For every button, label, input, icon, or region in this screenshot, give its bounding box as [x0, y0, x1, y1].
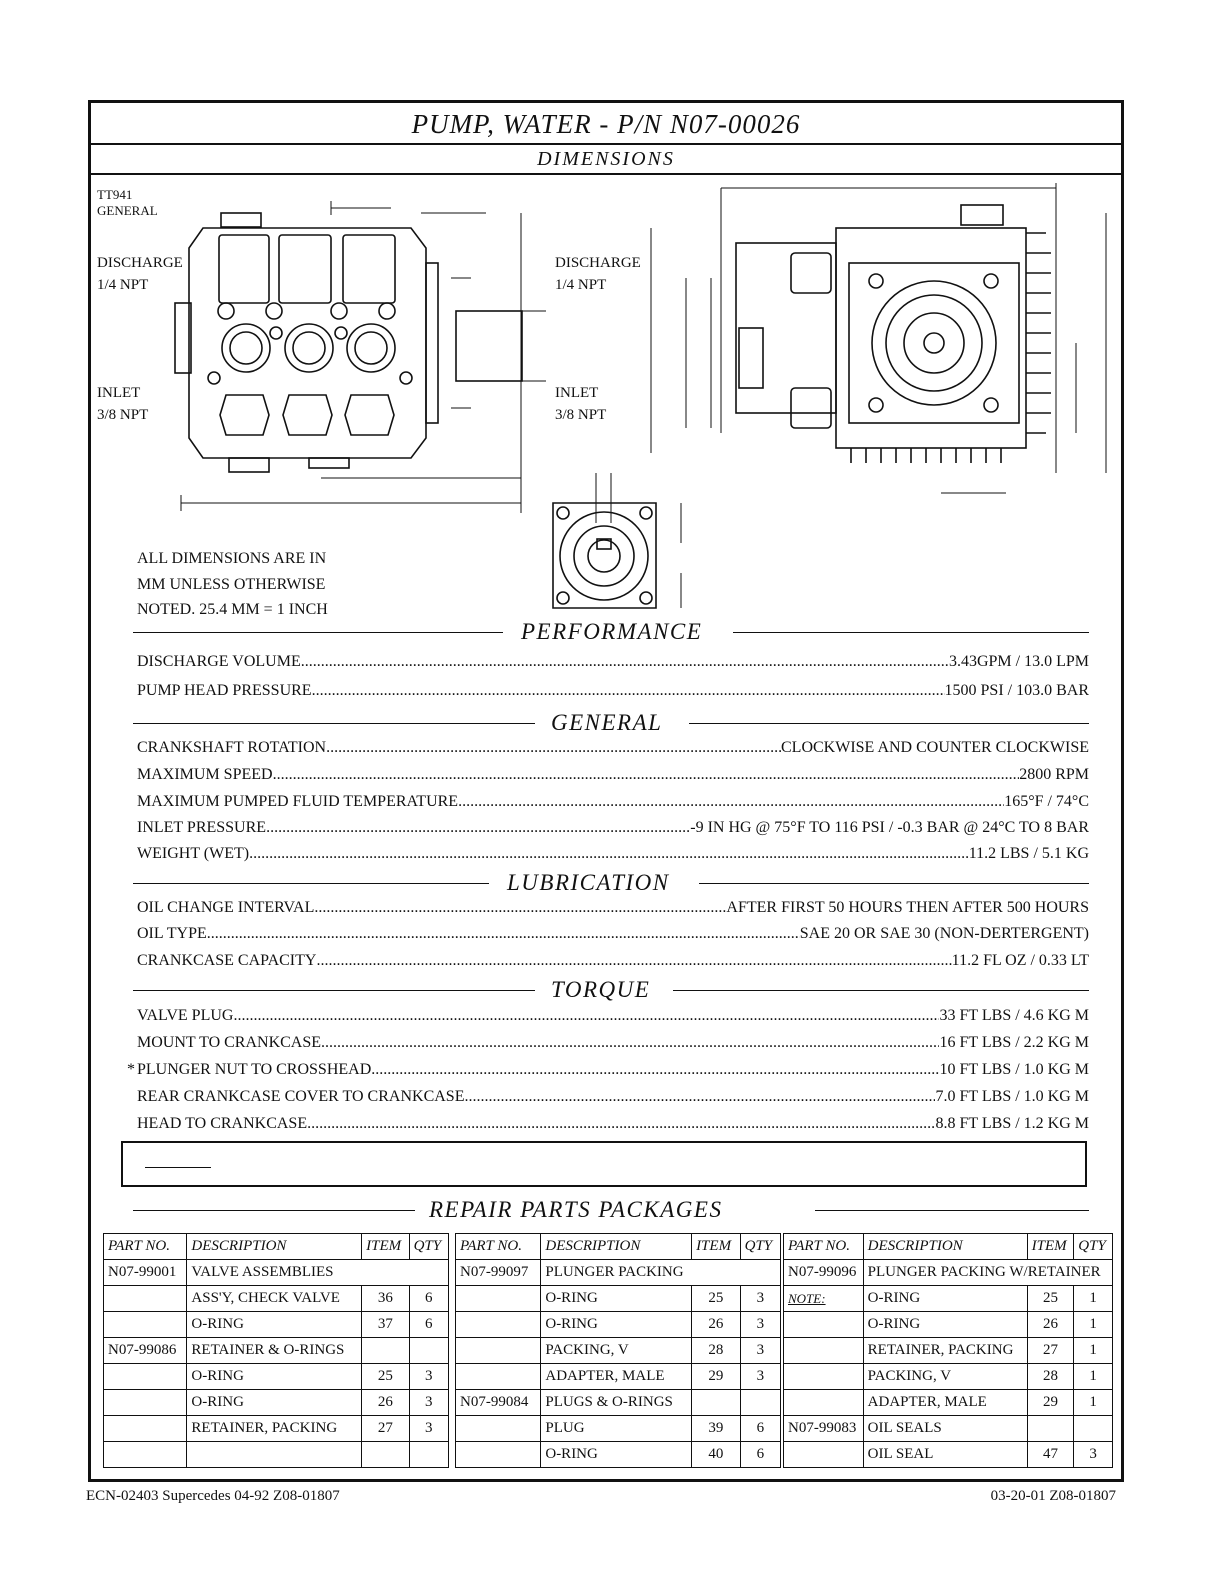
- spec-row: INLET PRESSURE ..... -9 IN HG @ 75°F TO 116 PSI / -0.3 BAR @ 24°C TO 8 BAR: [137, 817, 1089, 839]
- model-sub-label: GENERAL: [97, 203, 158, 218]
- performance-title: PERFORMANCE: [517, 618, 706, 646]
- table-row: NOTE: O-RING 25 1: [784, 1286, 1113, 1312]
- asterisk-marker: *: [127, 1061, 135, 1078]
- spec-row: PLUNGER NUT TO CROSSHEAD ..... 10 FT LBS / 1.0 KG M: [137, 1059, 1089, 1081]
- general-title: GENERAL: [547, 709, 666, 737]
- general-section-header: [133, 709, 1089, 737]
- parts-table-3: PART NO. DESCRIPTION ITEM QTY N07-99096 PLUNGER PACKING W/RETAINER NOTE: O-RING 25 1 O-RING 26 1 RETAINER, PACKING 27 1 PACKING, V 28 1 ADAPTER, MALE 29 1 N07-99083 OIL SEALS OIL SEAL 47 3: [783, 1233, 1113, 1468]
- table-row: O-RING 25 3: [104, 1364, 449, 1390]
- table-row: ASS'Y, CHECK VALVE 36 6: [104, 1286, 449, 1312]
- model-label: TT941: [97, 187, 133, 202]
- table-row: PACKING, V 28 1: [784, 1364, 1113, 1390]
- left-inlet-label: INLET: [97, 385, 141, 401]
- spec-row: MAXIMUM PUMPED FLUID TEMPERATURE ..... 165°F / 74°C: [137, 791, 1089, 813]
- spec-row: WEIGHT (WET) ..... 11.2 LBS / 5.1 KG: [137, 843, 1089, 865]
- table-row: RETAINER, PACKING 27 1: [784, 1338, 1113, 1364]
- flange-view-drawing: [553, 473, 681, 608]
- left-discharge-label: DISCHARGE: [97, 255, 183, 271]
- spec-row: MOUNT TO CRANKCASE ..... 16 FT LBS / 2.2 KG M: [137, 1032, 1089, 1054]
- footer-left: ECN-02403 Supercedes 04-92 Z08-01807: [86, 1488, 340, 1504]
- table-row: ADAPTER, MALE 29 3: [456, 1364, 781, 1390]
- table-row: N07-99084 PLUGS & O-RINGS: [456, 1390, 781, 1416]
- table-row: ADAPTER, MALE 29 1: [784, 1390, 1113, 1416]
- lubrication-section-header: [133, 869, 1089, 897]
- right-discharge-size: 1/4 NPT: [555, 277, 607, 293]
- dimension-note-1: ALL DIMENSIONS ARE IN: [137, 550, 327, 567]
- left-discharge-size: 1/4 NPT: [97, 277, 149, 293]
- table-row: O-RING 26 3: [104, 1390, 449, 1416]
- lubrication-title: LUBRICATION: [503, 869, 674, 897]
- dimension-note-2: MM UNLESS OTHERWISE: [137, 576, 326, 593]
- dimensions-header: DIMENSIONS: [91, 143, 1121, 175]
- note-box: [121, 1141, 1087, 1187]
- footer-right: 03-20-01 Z08-01807: [990, 1488, 1116, 1504]
- table-row: O-RING 26 1: [784, 1312, 1113, 1338]
- spec-row: REAR CRANKCASE COVER TO CRANKCASE ..... 7.0 FT LBS / 1.0 KG M: [137, 1086, 1089, 1108]
- table-row: O-RING 26 3: [456, 1312, 781, 1338]
- spec-row: MAXIMUM SPEED ..... 2800 RPM: [137, 764, 1089, 786]
- note-label: NOTE:: [784, 1286, 864, 1312]
- parts-table-1: PART NO. DESCRIPTION ITEM QTY N07-99001 VALVE ASSEMBLIES ASS'Y, CHECK VALVE 36 6 O-RING 37 6 N07-99086 RETAINER & O-RINGS O-RING 25 3 O-RING 26 3 RETAINER, PACKING 27 3: [103, 1233, 449, 1468]
- spec-row: PUMP HEAD PRESSURE ..... 1500 PSI / 103.0 BAR: [137, 680, 1089, 702]
- spec-row: OIL CHANGE INTERVAL ..... AFTER FIRST 50 HOURS THEN AFTER 500 HOURS: [137, 897, 1089, 919]
- spec-row: DISCHARGE VOLUME ..... 3.43GPM / 13.0 LPM: [137, 651, 1089, 673]
- table-row: O-RING 37 6: [104, 1312, 449, 1338]
- parts-table-2: PART NO. DESCRIPTION ITEM QTY N07-99097 PLUNGER PACKING O-RING 25 3 O-RING 26 3 PACKING, V 28 3 ADAPTER, MALE 29 3 N07-99084 PLUGS & O-RINGS PLUG 39 6 O-RING 40 6: [455, 1233, 781, 1468]
- spec-row: CRANKCASE CAPACITY ..... 11.2 FL OZ / 0.33 LT: [137, 950, 1089, 972]
- side-view-drawing: [736, 205, 1051, 463]
- table-row: O-RING 25 3: [456, 1286, 781, 1312]
- table-row: PACKING, V 28 3: [456, 1338, 781, 1364]
- spec-row: VALVE PLUG ..... 33 FT LBS / 4.6 KG M: [137, 1005, 1089, 1027]
- left-inlet-size: 3/8 NPT: [97, 407, 149, 423]
- repair-title: REPAIR PARTS PACKAGES: [425, 1196, 726, 1224]
- right-discharge-label: DISCHARGE: [555, 255, 641, 271]
- table-row: N07-99097 PLUNGER PACKING: [456, 1260, 781, 1286]
- table-row: [104, 1442, 449, 1468]
- right-inlet-size: 3/8 NPT: [555, 407, 607, 423]
- table-row: O-RING 40 6: [456, 1442, 781, 1468]
- torque-section-header: [133, 976, 1089, 1004]
- right-inlet-label: INLET: [555, 385, 599, 401]
- table-row: PLUG 39 6: [456, 1416, 781, 1442]
- performance-section-header: [133, 618, 1089, 646]
- torque-title: TORQUE: [547, 976, 654, 1004]
- table-row: OIL SEAL 47 3: [784, 1442, 1113, 1468]
- spec-row: HEAD TO CRANKCASE ..... 8.8 FT LBS / 1.2 KG M: [137, 1113, 1089, 1135]
- spec-row: CRANKSHAFT ROTATION ..... CLOCKWISE AND COUNTER CLOCKWISE: [137, 737, 1089, 759]
- table-row: N07-99001 VALVE ASSEMBLIES: [104, 1260, 449, 1286]
- table-row: N07-99083 OIL SEALS: [784, 1416, 1113, 1442]
- spec-row: OIL TYPE ..... SAE 20 OR SAE 30 (NON-DERTERGENT): [137, 923, 1089, 945]
- table-row: N07-99086 RETAINER & O-RINGS: [104, 1338, 449, 1364]
- repair-section-header: [133, 1196, 1089, 1224]
- page-title: PUMP, WATER - P/N N07-00026: [91, 103, 1121, 145]
- document-frame: [88, 100, 1124, 1482]
- dimension-note-3: NOTED. 25.4 MM = 1 INCH: [137, 601, 328, 618]
- table-row: N07-99096 PLUNGER PACKING W/RETAINER: [784, 1260, 1113, 1286]
- front-view-drawing: [175, 213, 522, 472]
- table-row: RETAINER, PACKING 27 3: [104, 1416, 449, 1442]
